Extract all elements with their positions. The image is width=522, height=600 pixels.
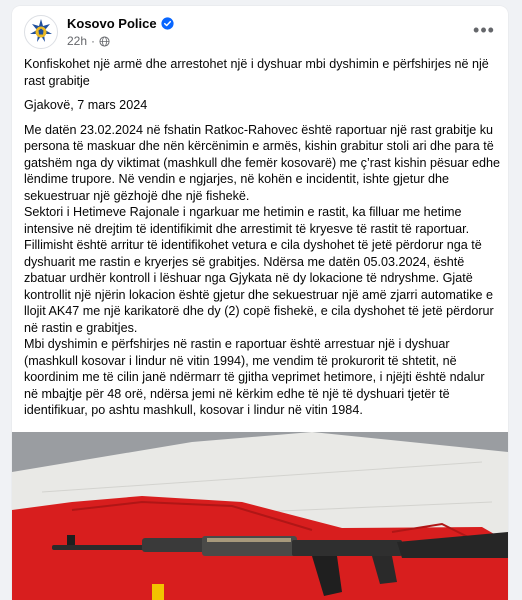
globe-icon xyxy=(99,36,110,47)
post-card xyxy=(12,6,508,600)
page-name-label[interactable]: Kosovo Police xyxy=(67,16,157,31)
paragraph-text: Me datën 23.02.2024 në fshatin Ratkoc-Rahovec është raportuar një rast grabitje ku persona të maskuar dhe nën kërcënimin e armës, kishin grabitur stoli ari dhe para të gatshëm nga dy viktimat (mashkull dhe femër kosovarë) me ç’rast kishin pësuar edhe lëndime trupore. Në vendin e ngjarjes, në kohën e incidentit, ishte gjetur dhe sekuestruar një gëzhojë dhe një fishekë. xyxy=(24,122,500,203)
paragraph-text: Mbi dyshimin e përfshirjes në rastin e raportuar është arrestuar një i dyshuar (mashkull kosovar i lindur në vitin 1994), me vendim të prokurorit të shtetit, në koordinim me të cilin janë ndërmarr të gjitha veprimet hetimore, i njëjti është ndalur në mbajtje për 48 orë, ndërsa jemi në kërkim edhe të një të dyshuari tjetër të identifikuar, po ashtu mashkull, kosovar i lindur në vitin 1984. xyxy=(24,337,485,417)
post-timestamp[interactable]: 22h xyxy=(67,34,88,48)
more-options-icon[interactable]: ••• xyxy=(473,20,495,40)
seized-rifle-photo xyxy=(12,432,508,600)
post-dateline: Gjakovë, 7 mars 2024 xyxy=(24,98,148,112)
verified-badge-icon xyxy=(161,17,174,30)
post-photo[interactable] xyxy=(12,432,508,600)
post-headline: Konfiskohet një armë dhe arrestohet një i dyshuar mbi dyshimin e përfshirjes në një rast grabitje xyxy=(24,57,489,88)
post-body xyxy=(24,56,502,419)
page-name[interactable] xyxy=(67,16,174,31)
meta-separator: · xyxy=(91,34,96,48)
page-avatar[interactable] xyxy=(24,15,58,49)
post-header xyxy=(12,6,508,56)
kosovo-police-logo-icon xyxy=(25,16,57,48)
post-paragraph xyxy=(24,122,502,419)
post-meta xyxy=(67,34,110,48)
paragraph-text: Sektori i Hetimeve Rajonale i ngarkuar me hetimin e rastit, ka filluar me hetime intensive në drejtim të identifikimit dhe arrestimit të kryesve të rastit të raportuar. Fillimisht është arritur të identifikohet vetura e cila dyshohet të jetë përdorur nga të dyshuarit me rastin e kryerjes së grabitjes. Ndërsa me datën 05.03.2024, është zbatuar urdhër kontroll i lëshuar nga Gjykata në dy lokacione të ndryshme. Gjatë kontrollit një njërin lokacion është gjetur dhe sekuestruar një amë zjarri automatike e llojit AK47 me një karikatorë dhe dy (2) copë fishekë, e cila dyshohet të jetë përdorur në rastin e grabitjes. xyxy=(24,205,494,335)
